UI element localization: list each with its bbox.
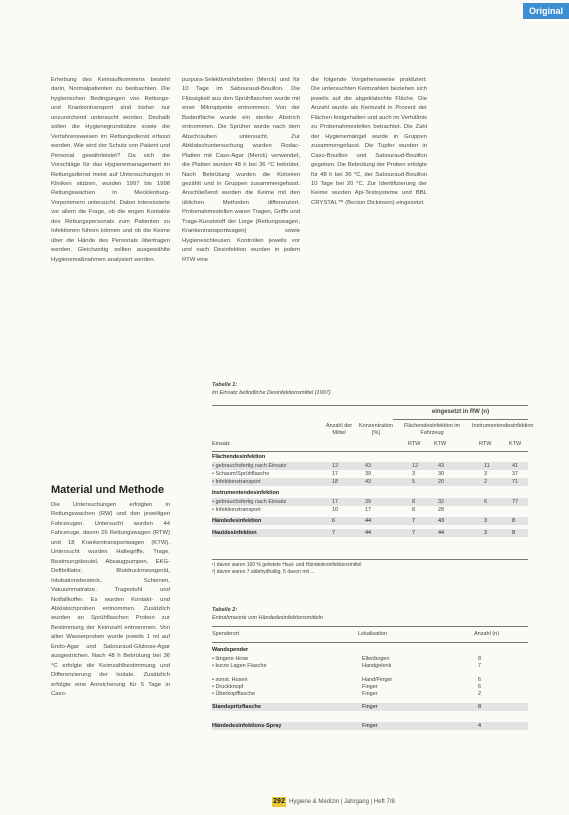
table-cell: 7 [332,530,336,536]
table-cell: 28 [438,507,445,513]
table-row-group [212,722,528,730]
table-cell: Finger [362,723,378,729]
row-label: • gebrauchsfertig nach Einsatz [212,499,287,505]
row-label: • Überkopfflasche [212,691,256,697]
table-cell: 43 [438,463,445,469]
text-column-1-bottom [51,501,170,786]
table-row-group [212,529,528,537]
table-row-group [212,453,528,461]
table-1-col-rtw2: RTW [479,441,492,447]
table-cell: 20 [438,479,445,485]
table-cell: 7 [412,530,416,536]
table-cell: 39 [365,471,372,477]
table-row [212,470,528,478]
row-group-label: Flächendesinfektion [212,454,266,460]
row-group-label: Händedesinfektions-Spray [212,723,282,729]
row-label: • Infektionstransport [212,479,261,485]
table-cell: 5 [412,479,416,485]
row-label: • kurze Lagen Flasche [212,663,267,669]
page-number: 292 [273,798,285,805]
paragraph: Erhebung des Keimaufkommens besteht darin, Normalpatienten zu beobachten. Die hygienischen Bedingungen von Rettungs- und Krankentransport sind bisher nur unzureichend untersucht worden. Deshalb sollen die Hygienegrundsätze sowie die Verfahrensweisen im Rettungsdienst erfasst werden. Wie wird der Schutz von Patient und Personal gewährleistet? Da sich die Vorschläge für das Hygienemanagement im Rettungsdienst meist auf Untersuchungen in Kliniken stützen, wurden 1997 bis 1998 Rettungswachen in Mecklenburg-Vorpommern untersucht. Dabei interessierte vor allem die Frage, ob die engen Kontakte des Rettungspersonals zum Patienten zu Infektionen führen können und ob die Keime über die Hände des Personals übertragen werden. Gleichzeitig sollten ausgewählte Hygienemaßnahmen analysiert werden. [51,77,170,263]
table-1-col-rtw: RTW [408,441,421,447]
table-cell: 32 [438,499,445,505]
table-cell: 17 [332,499,339,505]
table-cell: 6 [478,677,482,683]
table-1-super-header: eingesetzt in RW (n) [431,409,490,415]
row-group-label: Hautdesinfektion [212,530,257,536]
table-cell: 7 [412,518,416,524]
table-row [212,690,528,698]
row-label: • längere Hose [212,656,249,662]
table-cell: 10 [332,507,339,513]
row-label: • sonst. Hosen [212,677,248,683]
page-footer [272,797,395,807]
table-1-body [212,453,528,553]
table-2-caption-label: Tabelle 2: [212,607,238,613]
table-cell: 8 [512,530,516,536]
table-cell: 44 [365,518,372,524]
table-cell: 12 [412,463,419,469]
journal-name: Hygiene & Medizin | Jahrgang | Heft 7/8 [289,799,395,805]
paragraph: Die Untersuchungen erfolgten in Rettungswachen (RW) und den jeweiligen Fahrzeugen. Untersucht wurden 44 Fahrzeuge, davon 26 Rettungswagen (RTW) und 18 Krankentransportwagen (KTW). Untersucht wurden Haltegriffe, Trage, Beatmungsbeutel, Absaugpumpen, EKG-Defibrillator, Blutdruckmessgerät, Intubationsbesteck, Schienen, Vakuummatratze, Tragestuhl und Notfallkoffer. Es wurden Kontakt- und Abklatschproben entnommen. Zusätzlich wurden an Sprühflaschen Proben zur Bestimmung der Keimzahl entnommen. Von allen Wasserproben wurde jeweils 1 ml auf Endo-Agar und Sabouraud-Glukose-Agar ausgestrichen. Nach 48 h Bebrütung bei 36 °C erfolgte die Keimzahlbestimmung und Differenzierung der Isolate. Zusätzlich erfolgte eine Anreicherung für 5 Tage in Caso- [51,502,170,698]
table-cell: 44 [438,530,445,536]
table-row [212,462,528,470]
row-group-label: Instrumentendesinfektion [212,490,280,496]
table-row [212,506,528,514]
table-cell: 4 [478,723,482,729]
table-2-col-place: Spenderort [212,631,240,637]
section-heading: Material und Methode [51,484,165,496]
table-1-sub-header-2: Instrumentendesinfektion [472,423,534,429]
table-row [212,498,528,506]
table-2-caption: Entnahmeorte von Händedesinfektionsmitteln [212,615,323,621]
table-cell: 77 [512,499,519,505]
table-cell: 8 [478,656,482,662]
table-cell: 12 [332,463,339,469]
table-cell: 43 [365,463,372,469]
table-cell: 3 [484,518,488,524]
table-1-caption: Im Einsatz befindliche Desinfektionsmittel (1997) [212,390,331,396]
table-cell: 71 [512,479,519,485]
table-cell: 3 [412,471,416,477]
table-1 [212,381,534,581]
table-cell: 30 [438,471,445,477]
table-cell: Ellenbogen [362,656,390,662]
table-2-col-location: Lokalisation [358,631,388,637]
table-1-sub-header-1: Flächendesinfektion im Fahrzeug [403,423,461,436]
table-cell: 43 [365,479,372,485]
table-cell: Finger [362,704,378,710]
table-1-notes [212,562,528,576]
text-column-3 [311,76,427,363]
table-cell: Hand/Finger [362,677,393,683]
table-2-body [212,646,528,781]
table-row [212,478,528,486]
row-label: • Druckknopf [212,684,244,690]
section-badge: Original [523,3,569,19]
table-cell: 39 [365,499,372,505]
table-row-group [212,489,528,497]
table-cell: 2 [484,479,488,485]
row-group-label: Händedesinfektion [212,518,262,524]
table-1-col-count: Anzahl der Mittel [325,423,353,436]
text-column-2 [182,76,300,363]
table-cell: 7 [478,663,482,669]
row-label: • gebrauchsfertig nach Einsatz [212,463,287,469]
paragraph: purpura-Selektivnährboden (Merck) und für 10 Tage im Sabouraud-Bouillon. Die Flüssigkeit aus den Sprühflaschen wurde mit einer Mikropipette entnommen. Von der Bodenfläche wurde ein steriler Abstrich entnommen. Die Sprüher wurde nach dem Abschrauben untersucht. Zur Abklatschuntersuchung wurden Rodac-Platten mit Caso-Agar (Merck) verwendet, die Platten wurden 48 h bei 36 °C bebrütet. Nach Bebrütung wurden die Kolonien gezählt und in Gruppen zusammengefasst. Anschließend wurden die Keime mit den üblichen Methoden differenziert. Probenahmestellen waren Tragen, Griffe und Trage-Kunststoff der Liege (Rettungswagen, Krankentransportwagen) sowie Hygieneschleusen. Kontrollen jeweils vor und nach Desinfektion wurden in jedem RTW eine [182,77,300,263]
table-cell: Finger [362,691,378,697]
table-cell: 6 [478,684,482,690]
table-cell: Finger [362,684,378,690]
row-group-label: Standspritzflasche [212,704,261,710]
table-1-col-percent: Konzentration [%] [359,423,393,436]
table-cell: 8 [512,518,516,524]
table-note: ²) davon waren 7 aldehydhaltig, 5 davon mit ... [212,569,315,575]
table-cell: 11 [484,463,490,469]
table-row-group [212,517,528,525]
table-cell: 8 [478,704,482,710]
paragraph: die folgende Vorgehensweise praktiziert: Die untersuchten Keimzahlen beziehen sich jeweils auf die abgeklatschte Fläche. Die Anzahl wurde als Keimzahl in Prozent der Flächen festgehalten und auch im Verhältnis zu Probenahmestellen betrachtet. Die Zahl der Hygienemängel wurde in Gruppen zusammengefasst. Die Tupfer wurden in Caso-Bouillon und Sabouraud-Bouillon gegeben. Die Bebrütung der Proben erfolgte für 48 h bei 36 °C, der Sabouraud-Bouillon 10 Tage bei 20 °C. Zur Identifizierung der Keime wurden Api-Testsysteme und BBL CRYSTAL™ (Becton Dickinson) eingesetzt. [311,77,427,206]
table-2 [212,606,528,786]
text-column-1 [51,76,170,411]
table-cell: 8 [412,499,416,505]
table-cell: 17 [365,507,372,513]
table-cell: 3 [484,471,488,477]
table-1-col-ktw2: KTW [509,441,522,447]
table-cell: 6 [484,499,488,505]
row-label: • Infektionstransport [212,507,261,513]
table-cell: 8 [412,507,416,513]
row-label: • Schaum/Sprühflasche [212,471,270,477]
table-cell: Handgelenk [362,663,392,669]
table-row-group [212,703,528,711]
table-note: ¹) davon waren 100 % gelistete Haut- und Händedesinfektionsmittel [212,562,362,568]
table-cell: 3 [484,530,488,536]
table-cell: 41 [512,463,519,469]
table-cell: 18 [332,479,339,485]
table-cell: 6 [332,518,336,524]
table-cell: 37 [512,471,519,477]
table-cell: 2 [478,691,482,697]
table-cell: 17 [332,471,339,477]
table-1-col-name: Einsatz [212,441,231,447]
row-group-label: Wandspender [212,647,249,653]
table-cell: 43 [438,518,445,524]
table-cell: 44 [365,530,372,536]
table-1-col-ktw: KTW [434,441,447,447]
table-1-caption-label: Tabelle 1: [212,382,238,388]
table-row-group [212,646,528,654]
table-2-col-count: Anzahl (n) [474,631,500,637]
